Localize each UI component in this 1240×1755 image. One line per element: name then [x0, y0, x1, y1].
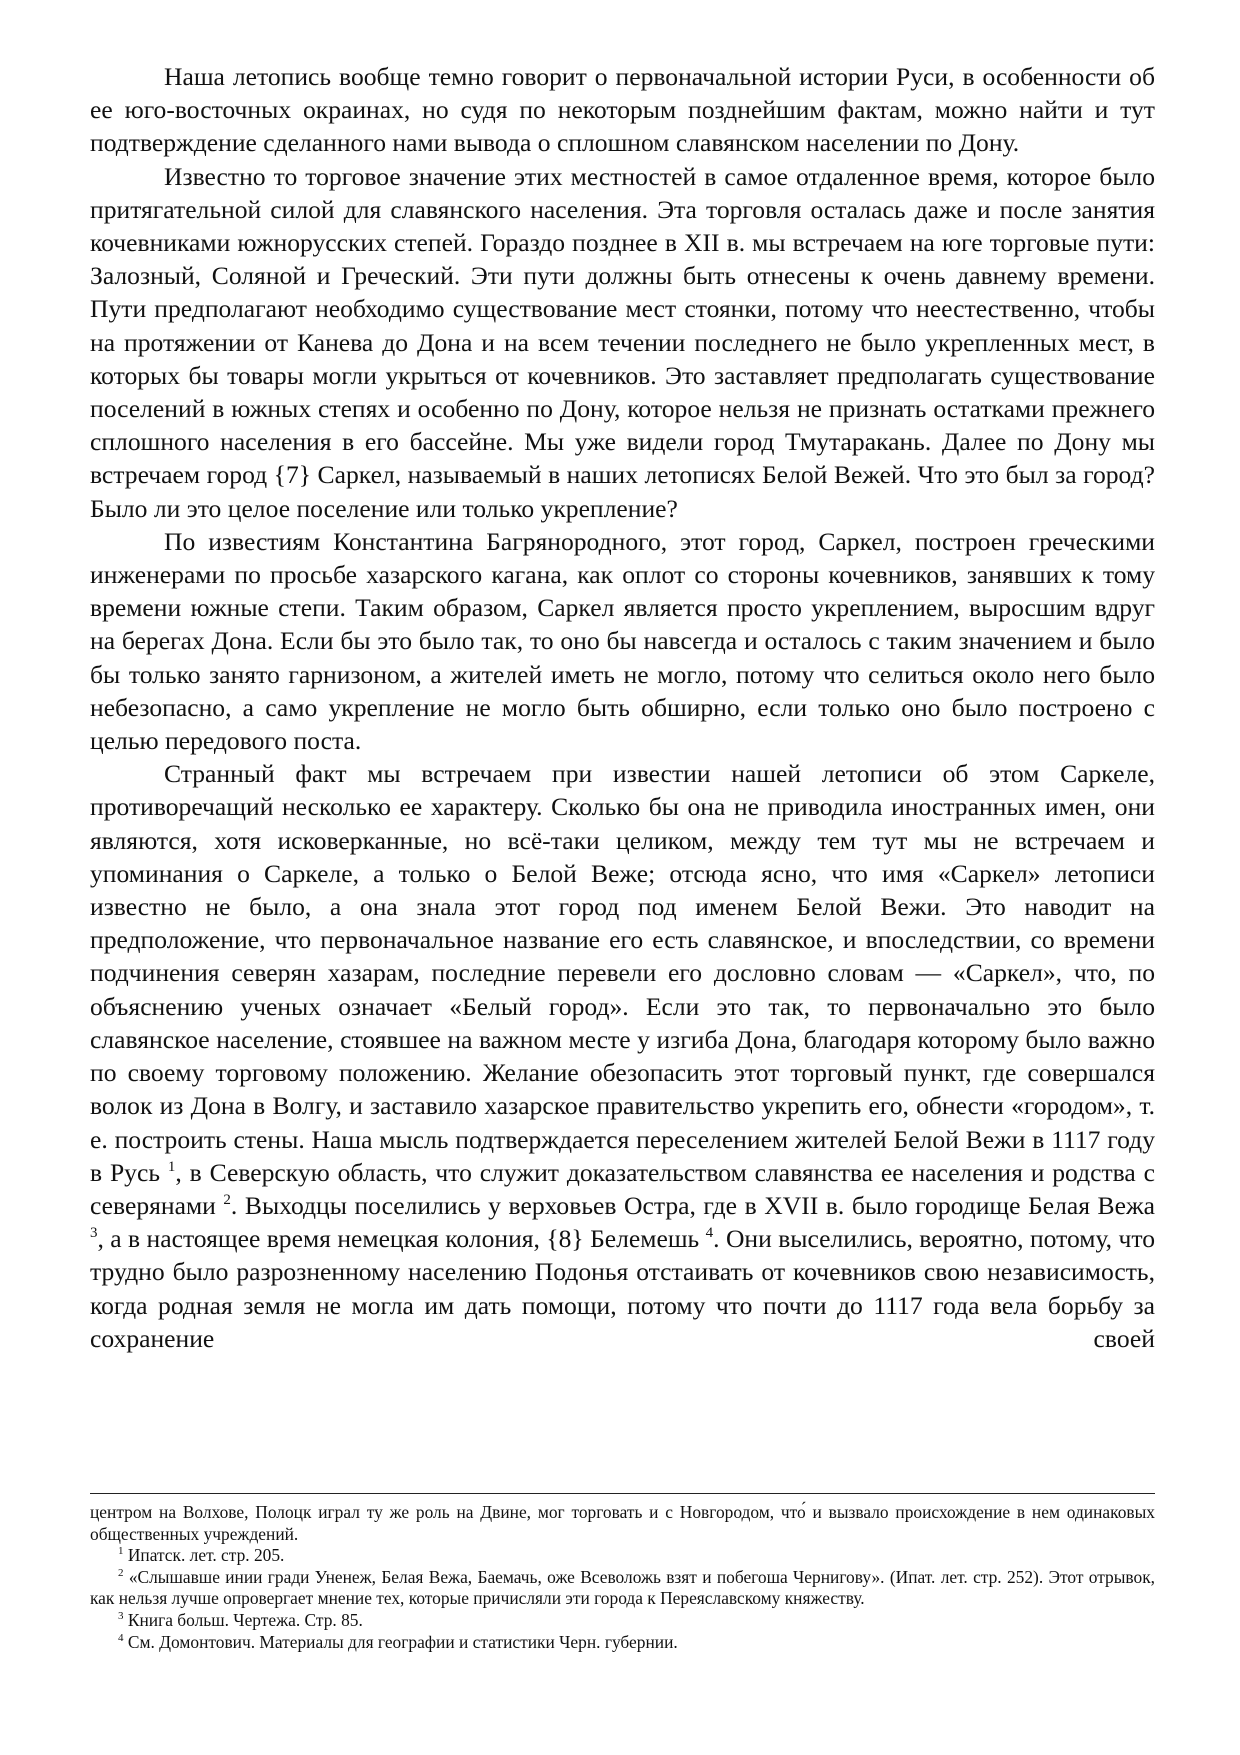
paragraph-3: По известиям Константина Багрянородного, этот город, Саркел, построен греческими инженерами по просьбе хазарского кагана, как оплот со стороны кочевников, занявших к тому времени южные степи. Таким образом, Саркел является просто укреплением, выросшим вдруг на берегах Дона. Если бы это было так, то оно бы навсегда и осталось с таким значением и было бы только занято гарнизоном, а жителей иметь не могло, потому что селиться около него было небезопасно, а само укрепление не могло быть обширно, если только оно было построено с целью передового поста. [90, 526, 1155, 756]
footnote-text: См. Домонтович. Материалы для географии и статистики Черн. губернии. [127, 1631, 678, 1652]
footnote-2 [90, 1567, 1155, 1610]
paragraph-4 [90, 757, 1155, 1355]
footnote-number: 2 [118, 1566, 124, 1579]
footnote-4 [90, 1632, 1155, 1654]
footnote-1 [90, 1545, 1155, 1567]
footnote-ref-4[interactable]: 4 [705, 1225, 714, 1242]
paragraph-4-text: Странный факт мы встречаем при известии нашей летописи об этом Саркеле, противоречащий несколько ее характеру. Сколько бы она не приводила иностранных имен, они являются, хотя исковерканные, но всё-таки целиком, между тем тут мы не встречаем и упоминания о Саркеле, а только о Белой Веже; отсюда ясно, что имя «Саркел» летописи известно не было, а она знала этот город под именем Белой Вежи. Это наводит на предположение, что первоначальное название его есть славянское, и впоследствии, со времени подчинения северян хазарам, последние перевели его дословно словам — «Саркел», что, по объяснению ученых означает «Белый город». Если это так, то первоначально это было славянское население, стоявшее на важном месте у изгиба Дона, благодаря которому было важно по своему торговому положению. Желание обезопасить этот торговый пункт, где совершался волок из Дона в Волгу, и заставило хазарское правительство укрепить его, обнести «городом», т. е. построить стены. Наша мысль подтверждается переселением жителей Белой Вежи в 1117 году в Русь [90, 759, 1155, 1187]
footnote-text: Книга больш. Чертежа. Стр. 85. [127, 1609, 363, 1630]
footnote-number: 4 [118, 1631, 124, 1644]
paragraph-4-text: . Они выселились, вероятно, потому, что трудно было разрозненному населению Подонья отстаивать от кочевников свою независимость, когда родная земля не могла им дать помощи, потому что почти до 1117 года вела борьбу за сохранение своей [90, 1224, 1155, 1353]
footnote-continuation: центром на Волхове, Полоцк играл ту же роль на Двине, мог торговать и с Новгородом, что́ и вызвало происхождение в нем одинаковых общественных учреждений. [90, 1502, 1155, 1544]
footnote-ref-3[interactable]: 3 [90, 1225, 98, 1242]
footnote-ref-1[interactable]: 1 [167, 1158, 176, 1175]
footnote-text: «Слышавше инии гради Уненеж, Белая Вежа, Баемачь, оже Всеволожь взят и побегоша Чернигову». (Ипат. лет. стр. 252). Этот отрывок, как нельзя лучше опровергает мнение тех, которые причисляли эти города к Переяславскому княжеству. [90, 1566, 1155, 1609]
paragraph-4-text: . Выходцы поселились у верховьев Остра, где в XVII в. было городище Белая Вежа [230, 1190, 1156, 1220]
footnote-3 [90, 1610, 1155, 1632]
paragraph-2: Известно то торговое значение этих местностей в самое отдаленное время, которое было притягательной силой для славянского населения. Эта торговля осталась даже и после занятия кочевниками южнорусских степей. Гораздо позднее в XII в. мы встречаем на юге торговые пути: Залозный, Соляной и Греческий. Эти пути должны быть отнесены к очень давнему времени. Пути предполагают необходимо существование мест стоянки, потому что неестественно, чтобы на протяжении от Канева до Дона и на всем течении последнего не было укрепленных мест, в которых бы товары могли укрыться от кочевников. Это заставляет предполагать существование поселений в южных степях и особенно по Дону, которое нельзя не признать остатками прежнего сплошного населения в его бассейне. Мы уже видели город Тмутаракань. Далее по Дону мы встречаем город {7} Саркел, называемый в наших летописях Белой Вежей. Что это был за город? Было ли это целое поселение или только укрепление? [90, 161, 1155, 523]
paragraph-4-text: , а в настоящее время немецкая колония, {8} Белемешь [97, 1224, 700, 1254]
footnote-text: Ипатск. лет. стр. 205. [127, 1545, 285, 1566]
paragraph-4-text: , в Северскую область, что служит доказательством славянства ее населения и родства с северянами [90, 1157, 1156, 1220]
footnotes-section [90, 1493, 1155, 1653]
footnote-divider [90, 1493, 1155, 1494]
footnote-number: 1 [118, 1545, 124, 1558]
footnote-ref-2[interactable]: 2 [223, 1191, 231, 1208]
main-text [90, 60, 1155, 1355]
footnote-number: 3 [118, 1609, 124, 1622]
paragraph-1: Наша летопись вообще темно говорит о первоначальной истории Руси, в особенности об ее юго-восточных окраинах, но судя по некоторым позднейшим фактам, можно найти и тут подтверждение сделанного нами вывода о сплошном славянском населении по Дону. [90, 62, 1155, 158]
